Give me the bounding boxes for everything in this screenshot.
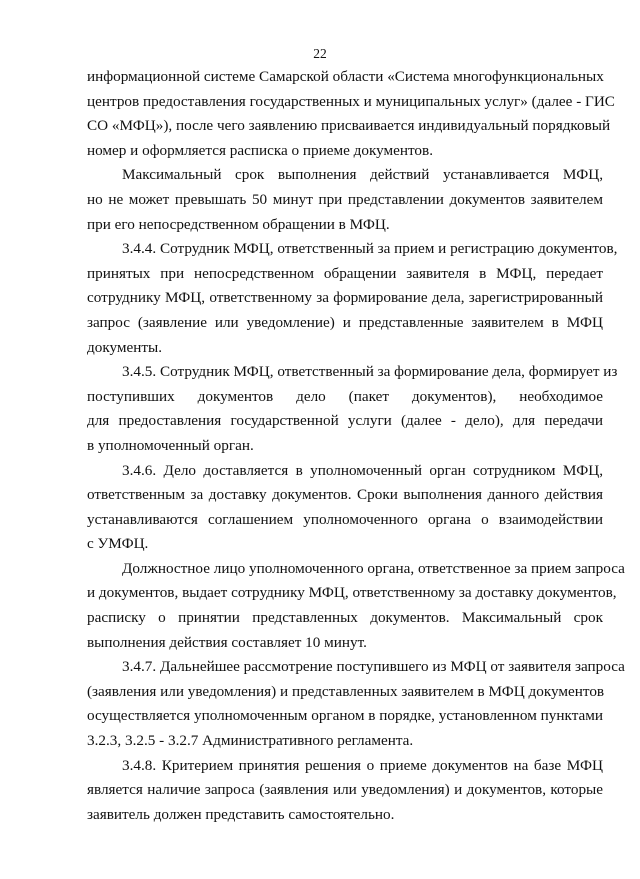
text-line: осуществляется уполномоченным органом в порядке, установленном пунктами <box>87 707 603 725</box>
text-line: документы. <box>87 338 162 356</box>
paragraph <box>87 237 618 360</box>
paragraph <box>87 360 618 458</box>
text-line: Максимальный срок выполнения действий устанавливается МФЦ, <box>122 166 603 184</box>
text-line: расписку о принятии представленных документов. Максимальный срок <box>87 609 603 627</box>
text-line: сотруднику МФЦ, ответственному за формирование дела, зарегистрированный <box>87 289 603 307</box>
paragraph <box>87 754 603 828</box>
text-line: для предоставления государственной услуги (далее - дело), для передачи <box>87 412 603 430</box>
text-line: Должностное лицо уполномоченного органа, ответственное за прием запроса <box>122 559 625 577</box>
text-line: поступивших документов дело (пакет документов), необходимое <box>87 387 603 405</box>
text-line: при его непосредственном обращении в МФЦ. <box>87 215 390 233</box>
text-line: но не может превышать 50 минут при представлении документов заявителем <box>87 190 603 208</box>
text-line: заявитель должен представить самостоятельно. <box>87 805 395 823</box>
paragraph <box>87 459 603 557</box>
text-line: 3.4.8. Критерием принятия решения о приеме документов на базе МФЦ <box>122 756 603 774</box>
text-line: выполнения действия составляет 10 минут. <box>87 633 367 651</box>
page-number: 22 <box>313 46 327 61</box>
text-line: и документов, выдает сотруднику МФЦ, ответственному за доставку документов, <box>87 584 617 602</box>
text-line: информационной системе Самарской области «Система многофункциональных <box>87 68 604 85</box>
paragraph <box>87 65 615 163</box>
text-line: в уполномоченный орган. <box>87 436 254 454</box>
text-line: 3.2.3, 3.2.5 - 3.2.7 Административного регламента. <box>87 732 414 750</box>
paragraph <box>87 655 625 753</box>
text-line: запрос (заявление или уведомление) и представленные заявителем в МФЦ <box>87 313 603 331</box>
paragraph <box>87 163 603 237</box>
text-line: 3.4.7. Дальнейшее рассмотрение поступившего из МФЦ от заявителя запроса <box>122 658 625 676</box>
text-line: номер и оформляется расписка о приеме документов. <box>87 141 433 159</box>
text-line: ответственным за доставку документов. Сроки выполнения данного действия <box>87 486 603 504</box>
text-line: (заявления или уведомления) и представленных заявителем в МФЦ документов <box>87 682 605 700</box>
text-line: 3.4.5. Сотрудник МФЦ, ответственный за формирование дела, формирует из <box>122 363 618 381</box>
text-line: СО «МФЦ»), после чего заявлению присваивается индивидуальный порядковый <box>87 117 611 135</box>
text-line: центров предоставления государственных и муниципальных услуг» (далее - ГИС <box>87 92 615 110</box>
paragraph <box>87 557 625 655</box>
text-line: принятых при непосредственном обращении заявителя в МФЦ, передает <box>87 264 603 282</box>
text-line: является наличие запроса (заявления или уведомления) и документов, которые <box>87 781 603 799</box>
text-line: с УМФЦ. <box>87 535 149 553</box>
body-text <box>87 65 625 827</box>
text-line: 3.4.6. Дело доставляется в уполномоченный орган сотрудником МФЦ, <box>122 461 603 479</box>
text-line: устанавливаются соглашением уполномоченного органа о взаимодействии <box>87 510 603 528</box>
text-line: 3.4.4. Сотрудник МФЦ, ответственный за прием и регистрацию документов, <box>122 240 618 258</box>
